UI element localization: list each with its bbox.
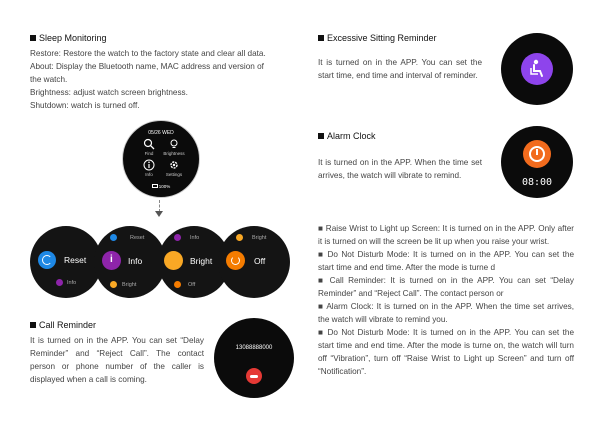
sleep-line: About: Display the Bluetooth name, MAC address and version of: [30, 62, 264, 71]
alarm-watch: [501, 126, 573, 198]
reset-icon: [110, 234, 117, 241]
sleep-line: the watch.: [30, 75, 68, 84]
row-watch-top-label: Bright: [252, 235, 267, 241]
row-watch-bottom-label: Off: [188, 282, 196, 288]
watch-settings-label: Settings: [165, 172, 183, 177]
sitting-heading: Excessive Sitting Reminder: [318, 33, 437, 43]
info-icon: [143, 159, 155, 171]
row-watch-top-label: Info: [190, 235, 200, 241]
bullet-square-icon: [30, 35, 36, 41]
row-watch-reset: [30, 226, 102, 298]
row-watch-center-label: Info: [128, 256, 143, 266]
row-watch-bottom-label: Info: [67, 280, 77, 286]
feature-item: ■ Alarm Clock: It is turned on in the APP. When the time set arrives, the watch will vibrate to remind you.: [318, 302, 574, 324]
arrow-down-icon: [155, 211, 163, 217]
row-watch-bottom-label: Bright: [122, 282, 137, 288]
person-seated-icon: [528, 59, 546, 79]
sitting-watch: [501, 33, 573, 105]
watch-brightness-label: Brightness: [163, 151, 185, 156]
gear-icon: [168, 159, 180, 171]
call-watch: [214, 318, 294, 398]
row-watch-center-label: Reset: [64, 255, 87, 265]
row-watch-center-label: Off: [254, 256, 266, 266]
bulb-icon: [110, 281, 117, 288]
feature-list: [318, 222, 574, 378]
sleep-line: Shutdown: watch is turned off.: [30, 101, 140, 110]
watch-find-label: Find: [144, 151, 154, 156]
watch-date: 05/26 WED: [148, 130, 174, 136]
row-watch-center-label: Bright: [190, 256, 213, 266]
bulb-icon: [236, 234, 243, 241]
bullet-square-icon: [30, 322, 36, 328]
call-heading: Call Reminder: [30, 320, 96, 330]
caller-number: 13088888000: [235, 345, 273, 351]
alarm-text: It is turned on in the APP. When the time set arrives, the watch will vibrate to remind.: [318, 158, 482, 180]
info-icon: [174, 234, 181, 241]
bulb-icon: [168, 138, 180, 150]
feature-item: ■ Call Reminder: It is turned on in the APP. You can set “Delay Reminder” and “Reject Call”. The contact person or: [318, 276, 574, 298]
settings-watch: [122, 120, 200, 198]
alarm-time: 08:00: [521, 177, 553, 188]
feature-item: ■ Raise Wrist to Light up Screen: It is turned on in the APP. Only after it is turned on will the screen be lit up when you raise your wrist.: [318, 224, 574, 246]
alarm-heading: Alarm Clock: [318, 131, 376, 141]
watch-battery: 100%: [123, 184, 199, 189]
watch-info-label: Info: [145, 172, 153, 177]
battery-icon: [152, 184, 158, 188]
sleep-text: [30, 47, 300, 112]
info-icon: [56, 279, 63, 286]
feature-item: ■ Do Not Disturb Mode: It is turned on in the APP. You can set the start time and end time. After the mode is turne on, the watch will turn off “Vibration”, turn off “Raise Wrist to Light up Screen” and turn off “Notification”.: [318, 328, 574, 376]
search-icon: [143, 138, 155, 150]
bullet-square-icon: [318, 133, 324, 139]
row-watch-off: [218, 226, 290, 298]
call-text: It is turned on in the APP. You can set “Delay Reminder” and “Reject Call”. The contact person or phone number of the caller is displayed when a call is coming.: [30, 336, 204, 384]
feature-item: ■ Do Not Disturb Mode: It is turned on in the APP. You can set the start time and end time. After the mode is turne d: [318, 250, 574, 272]
row-watch-top-label: Reset: [130, 235, 145, 241]
sleep-heading: Sleep Monitoring: [30, 33, 107, 43]
bullet-square-icon: [318, 35, 324, 41]
row-watch-info: Reset i Info Bright: [94, 226, 166, 298]
power-icon: [174, 281, 181, 288]
bulb-icon: [164, 251, 183, 270]
sitting-text: It is turned on in the APP. You can set the start time, end time and interval of reminder.: [318, 58, 482, 80]
sleep-line: Restore: Restore the watch to the factory state and clear all data.: [30, 49, 266, 58]
sleep-line: Brightness: adjust watch screen brightness.: [30, 88, 188, 97]
